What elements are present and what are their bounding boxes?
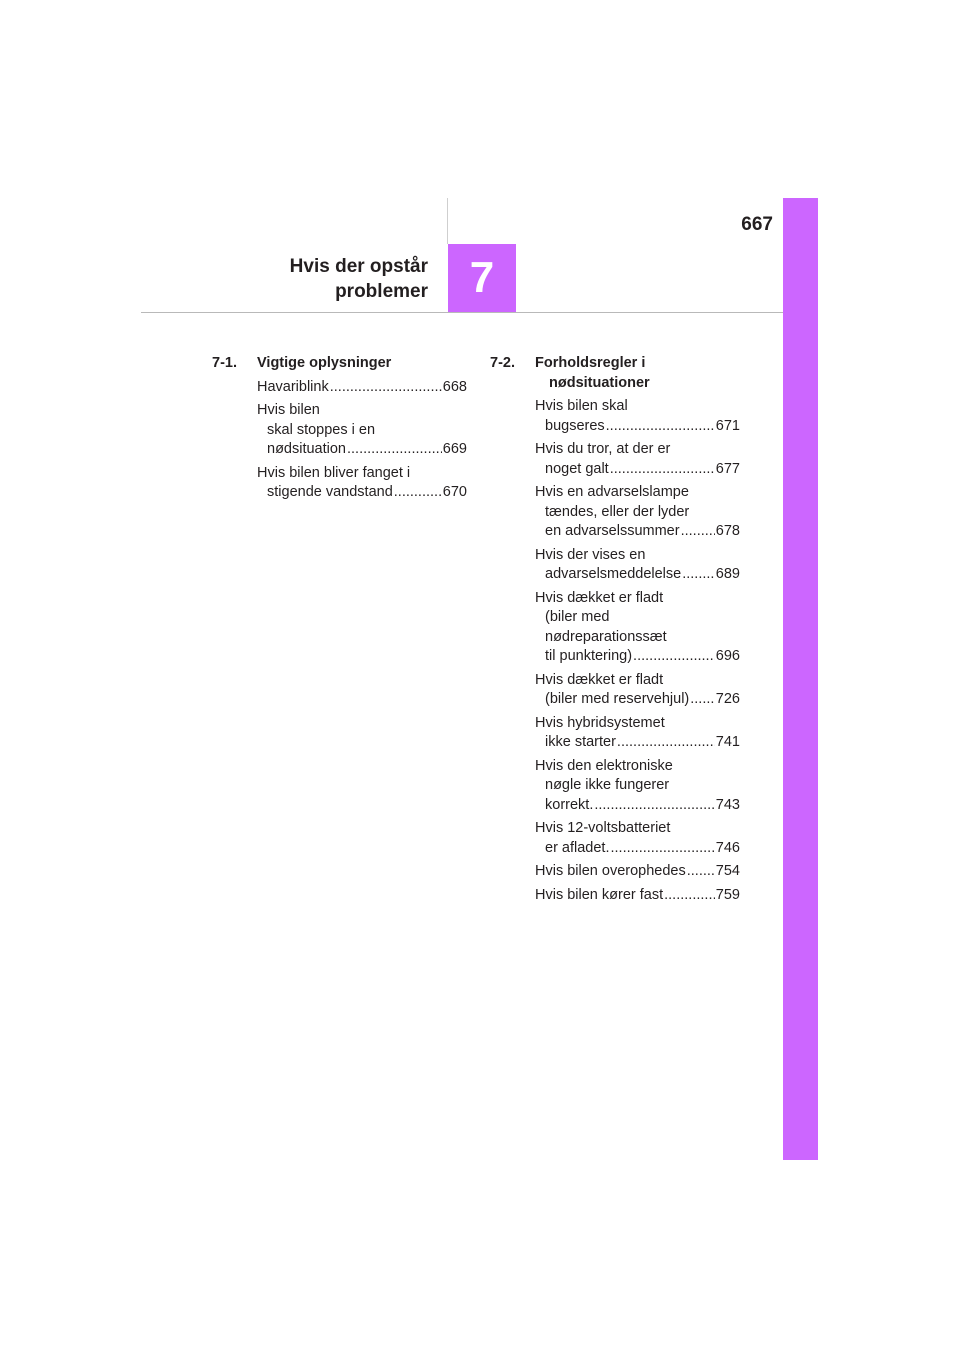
dot-leader bbox=[610, 460, 715, 480]
toc-entry-text: stigende vandstand bbox=[267, 484, 393, 500]
toc-entry[interactable] bbox=[535, 714, 740, 753]
toc-entry[interactable] bbox=[257, 401, 467, 460]
toc-entry-text: advarselsmeddelelse bbox=[545, 566, 682, 582]
toc-entry-text: Hvis 12-voltsbatteriet bbox=[535, 820, 671, 836]
toc-entry-text: Hvis bilen kører fast bbox=[535, 886, 664, 903]
toc-entry[interactable] bbox=[535, 886, 740, 906]
toc-entry-line bbox=[535, 417, 740, 437]
toc-entry-text: nøgle ikke fungerer bbox=[545, 777, 670, 793]
toc-entry-list bbox=[535, 397, 740, 905]
dot-leader bbox=[690, 690, 715, 710]
dot-leader bbox=[611, 839, 715, 859]
chapter-number-box: 7 bbox=[448, 244, 516, 312]
dot-leader bbox=[347, 440, 442, 460]
toc-section-7-1 bbox=[212, 354, 467, 503]
page-number: 667 bbox=[741, 214, 773, 235]
toc-entry-text: korrekt. bbox=[545, 796, 594, 813]
toc-entry-text: Hvis du tror, at der er bbox=[535, 441, 671, 457]
dot-leader bbox=[633, 647, 715, 667]
toc-entry-line bbox=[257, 378, 467, 398]
toc-entry-line bbox=[535, 862, 740, 882]
toc-entry-line bbox=[535, 522, 740, 542]
toc-entry-text: ikke starter bbox=[545, 734, 616, 750]
toc-entry[interactable] bbox=[535, 819, 740, 858]
section-heading bbox=[212, 354, 467, 374]
toc-page-number: 726 bbox=[715, 691, 740, 707]
toc-page-number: 741 bbox=[715, 734, 740, 750]
toc-entry-line bbox=[535, 886, 740, 906]
dot-leader bbox=[606, 417, 715, 437]
toc-section-7-2 bbox=[490, 354, 740, 905]
dot-leader bbox=[664, 886, 715, 906]
toc-entry-line bbox=[257, 440, 467, 460]
toc-entry-line bbox=[535, 647, 740, 667]
section-title-line: Forholdsregler i bbox=[535, 355, 646, 371]
toc-entry-text: noget galt bbox=[545, 460, 609, 477]
chapter-title-line: Hvis der opstår bbox=[289, 256, 428, 277]
chapter-title-line: problemer bbox=[335, 281, 428, 302]
section-title-line: Vigtige oplysninger bbox=[257, 355, 392, 371]
toc-entry-text: skal stoppes i en bbox=[267, 421, 376, 438]
toc-entry-text: en advarselssummer bbox=[545, 523, 680, 539]
toc-entry-text: Hvis bilen bbox=[257, 402, 320, 418]
toc-entry-text: tændes, eller der lyder bbox=[545, 503, 690, 520]
dot-leader bbox=[394, 483, 442, 503]
chapter-tab-strip bbox=[783, 198, 818, 1160]
toc-page-number: 677 bbox=[715, 460, 740, 477]
toc-entry-text: (biler med reservehjul) bbox=[545, 691, 690, 707]
toc-entry-text: Hvis dækket er fladt bbox=[535, 589, 664, 606]
toc-entry-list bbox=[257, 378, 467, 503]
toc-entry-line bbox=[535, 460, 740, 480]
dot-leader bbox=[617, 733, 715, 753]
toc-page-number: 670 bbox=[442, 484, 467, 500]
dot-leader bbox=[682, 565, 715, 585]
dot-leader bbox=[687, 862, 715, 882]
toc-entry-text: nødreparationssæt bbox=[545, 628, 667, 645]
header-divider-horizontal bbox=[141, 312, 783, 313]
toc-entry[interactable] bbox=[257, 464, 467, 503]
toc-entry[interactable] bbox=[535, 546, 740, 585]
toc-entry-text: Hvis bilen bliver fanget i bbox=[257, 464, 411, 481]
toc-entry[interactable] bbox=[535, 757, 740, 816]
toc-entry-text: Hvis bilen overophedes bbox=[535, 863, 686, 879]
toc-entry-text: Havariblink bbox=[257, 378, 329, 395]
chapter-title bbox=[290, 254, 428, 304]
dot-leader bbox=[594, 796, 714, 816]
toc-entry-text: bugseres bbox=[545, 417, 605, 434]
toc-entry[interactable] bbox=[257, 378, 467, 398]
toc-page-number: 669 bbox=[442, 441, 467, 457]
toc-page-number: 696 bbox=[715, 648, 740, 664]
toc-page-number: 678 bbox=[715, 523, 740, 539]
toc-entry-text: er afladet. bbox=[545, 839, 610, 856]
section-number: 7-1. bbox=[212, 355, 237, 371]
toc-entry-text: Hvis der vises en bbox=[535, 546, 646, 563]
toc-entry-text: Hvis dækket er fladt bbox=[535, 671, 664, 688]
toc-page-number: 689 bbox=[715, 566, 740, 582]
header-divider-vertical bbox=[447, 198, 448, 244]
toc-entry-line bbox=[535, 690, 740, 710]
toc-entry-text: Hvis bilen skal bbox=[535, 398, 628, 414]
toc-entry-text: Hvis den elektroniske bbox=[535, 757, 673, 774]
toc-entry[interactable] bbox=[535, 397, 740, 436]
dot-leader bbox=[330, 378, 442, 398]
toc-entry-line bbox=[535, 565, 740, 585]
toc-entry[interactable] bbox=[535, 589, 740, 667]
toc-page-number: 668 bbox=[442, 378, 467, 395]
section-number: 7-2. bbox=[490, 355, 515, 371]
toc-page-number: 746 bbox=[715, 839, 740, 856]
toc-page-number: 754 bbox=[715, 863, 740, 879]
toc-page-number: 759 bbox=[715, 886, 740, 903]
section-title-line: nødsituationer bbox=[549, 374, 650, 391]
toc-entry-text: til punktering) bbox=[545, 648, 633, 664]
toc-entry-line bbox=[257, 483, 467, 503]
toc-entry-text: Hvis en advarselslampe bbox=[535, 484, 689, 500]
toc-entry-line bbox=[535, 733, 740, 753]
toc-entry-line bbox=[535, 796, 740, 816]
toc-entry-line bbox=[535, 839, 740, 859]
toc-page-number: 671 bbox=[715, 417, 740, 434]
toc-entry-text: nødsituation bbox=[267, 441, 346, 457]
toc-entry[interactable] bbox=[535, 862, 740, 882]
section-title bbox=[257, 354, 467, 374]
toc-entry[interactable] bbox=[535, 671, 740, 710]
section-title bbox=[535, 354, 740, 393]
section-heading bbox=[490, 354, 740, 393]
toc-page-number: 743 bbox=[715, 796, 740, 813]
toc-entry-text: (biler med bbox=[545, 609, 610, 625]
toc-entry[interactable] bbox=[535, 440, 740, 479]
toc-entry-text: Hvis hybridsystemet bbox=[535, 714, 665, 731]
dot-leader bbox=[681, 522, 715, 542]
toc-entry[interactable] bbox=[535, 483, 740, 542]
